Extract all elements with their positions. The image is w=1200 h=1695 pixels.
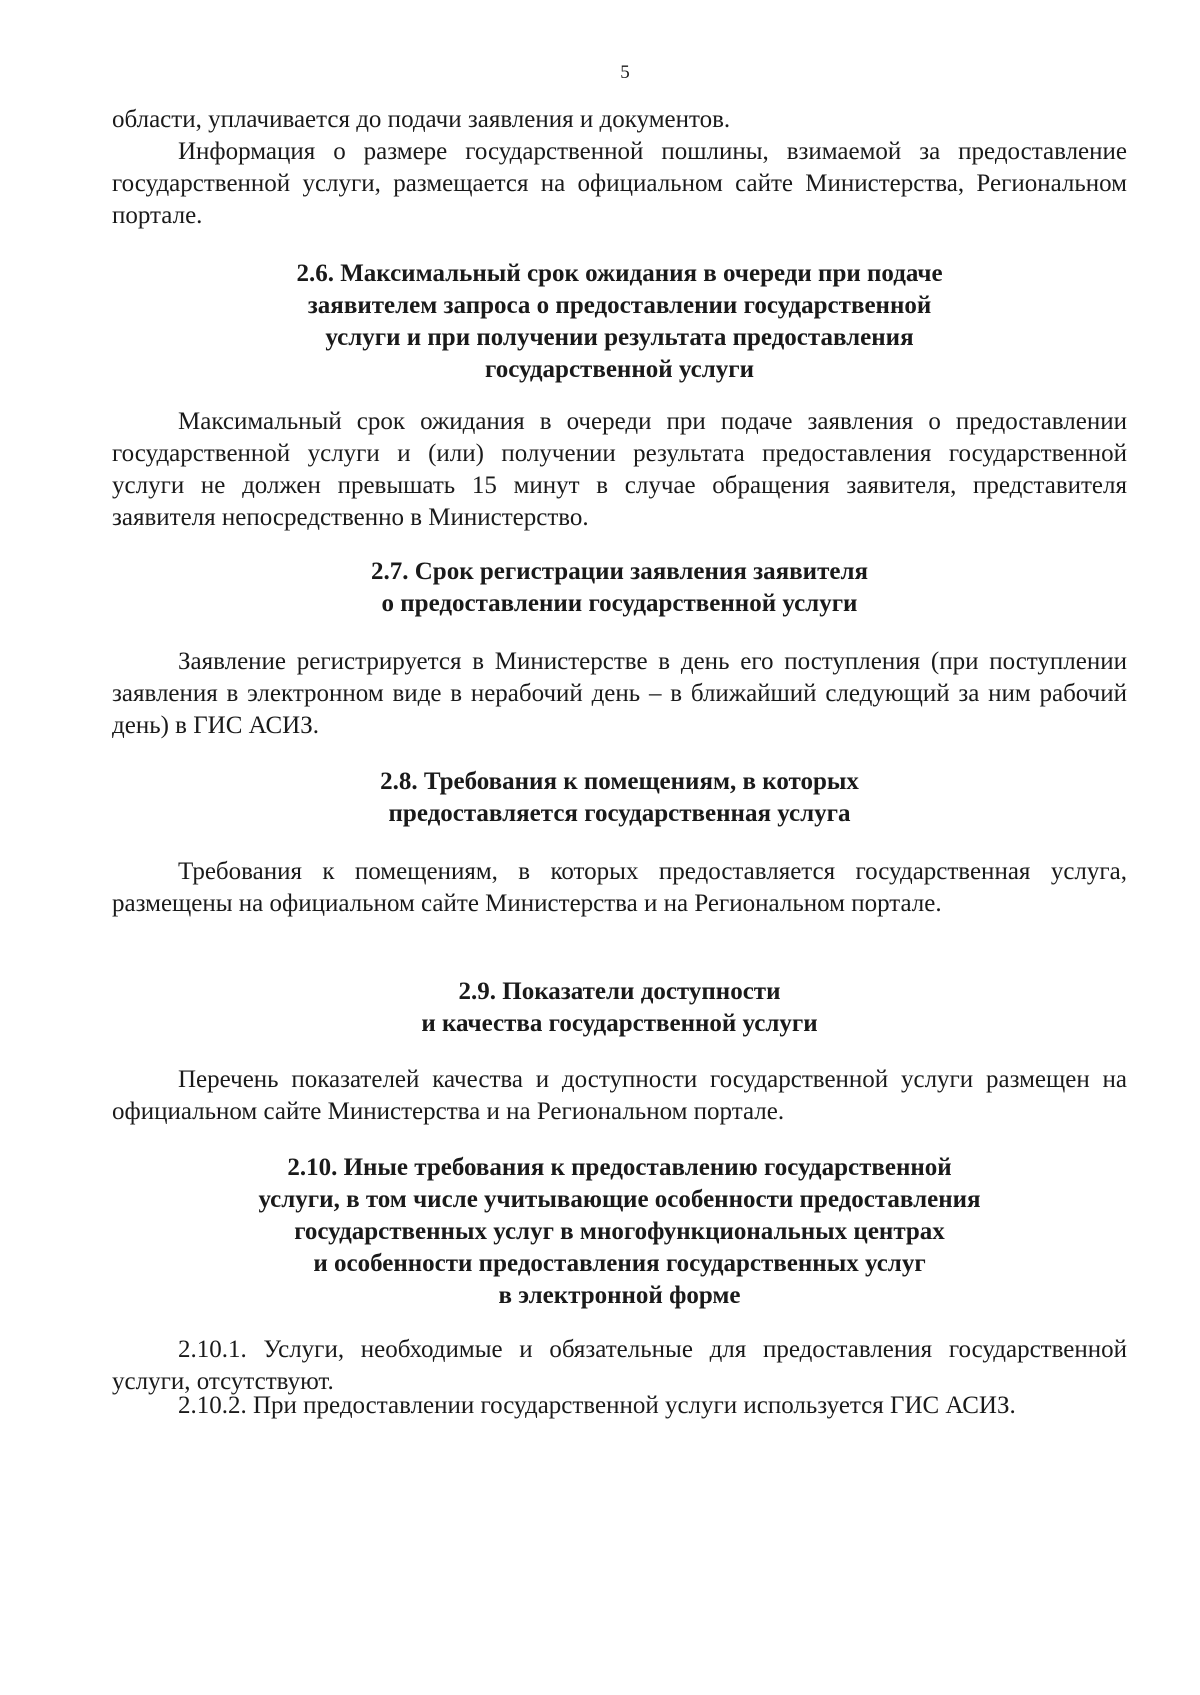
section-2-10-2-paragraph: 2.10.2. При предоставлении государственной услуги используется ГИС АСИЗ. — [178, 1392, 1016, 1419]
section-2-6-paragraph: Максимальный срок ожидания в очереди при подаче заявления о предоставлении государственной услуги и (или) получении результата предоставления государственной услуги не должен превышать 15 минут в случае обращения заявителя, представителя заявителя непосредственно в Министерство. — [112, 408, 1127, 531]
page-number: 5 — [620, 62, 630, 83]
section-2-9-heading: 2.9. Показатели доступности и качества государственной услуги — [421, 978, 818, 1037]
section-2-6-heading: 2.6. Максимальный срок ожидания в очереди при подаче заявителем запроса о предоставлении государственной услуги и при получении результата предоставления государственной услуги — [296, 260, 943, 383]
section-2-9-paragraph: Перечень показателей качества и доступности государственной услуги размещен на официальном сайте Министерства и на Региональном портале. — [112, 1066, 1127, 1125]
section-2-10-heading: 2.10. Иные требования к предоставлению государственной услуги, в том числе учитывающие особенности предоставления государственных услуг в многофункциональных центрах и особенности предоставления государственных услуг в электронной форме — [258, 1154, 981, 1309]
section-2-10-1-paragraph: 2.10.1. Услуги, необходимые и обязательные для предоставления государственной услуги, отсутствуют. — [112, 1336, 1127, 1395]
section-2-8-paragraph: Требования к помещениям, в которых предоставляется государственная услуга, размещены на официальном сайте Министерства и на Региональном портале. — [112, 858, 1127, 917]
intro-line: области, уплачивается до подачи заявления и документов. — [112, 106, 731, 133]
intro-paragraph: Информация о размере государственной пошлины, взимаемой за предоставление государственной услуги, размещается на официальном сайте Министерства, Региональном портале. — [112, 138, 1127, 229]
section-2-7-paragraph: Заявление регистрируется в Министерстве в день его поступления (при поступлении заявления в электронном виде в нерабочий день – в ближайший следующий за ним рабочий день) в ГИС АСИЗ. — [112, 648, 1127, 739]
section-2-7-heading: 2.7. Срок регистрации заявления заявителя о предоставлении государственной услуги — [370, 558, 869, 617]
section-2-8-heading: 2.8. Требования к помещениям, в которых предоставляется государственная услуга — [380, 768, 859, 827]
